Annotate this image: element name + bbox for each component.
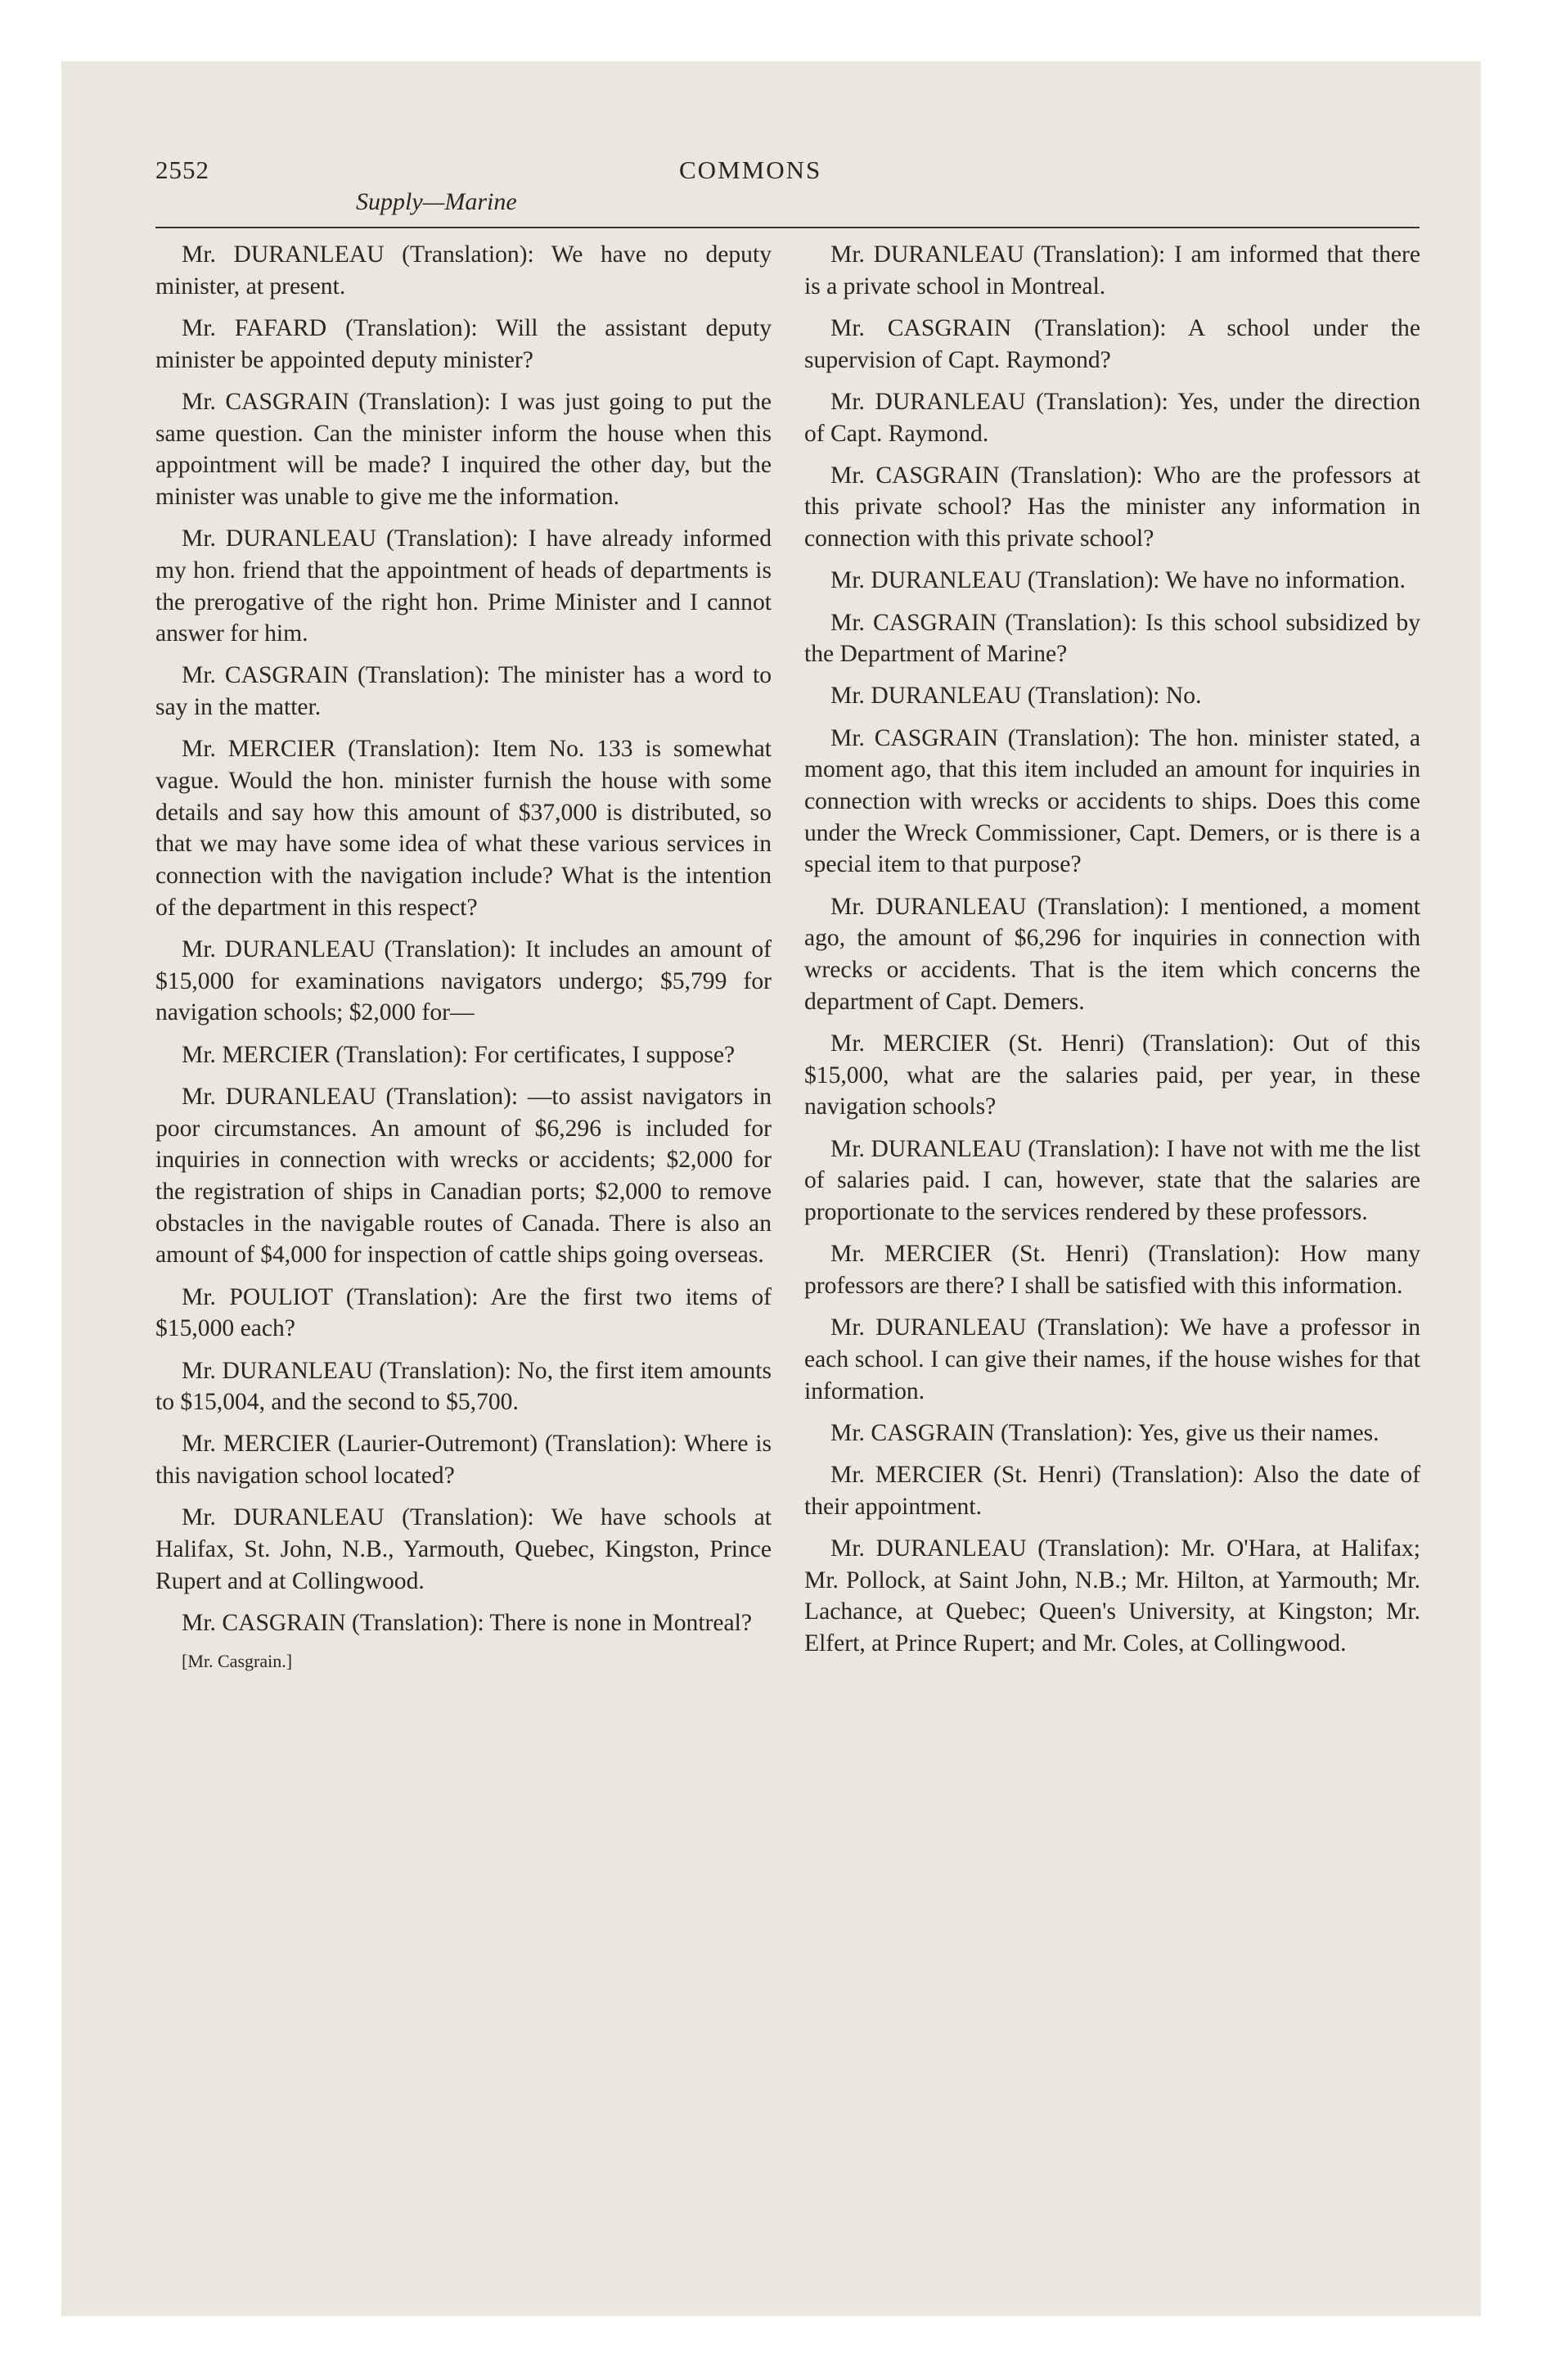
paragraph: Mr. MERCIER (Translation): Item No. 133 is somewhat vague. Would the hon. minister furnish the house with some details and say how this amount of $37,000 is distributed, so that we may have some idea of what these various services in connection with the navigation include? What is the intention of the department in this respect? (155, 736, 772, 921)
speaker-footnote: [Mr. Casgrain.] (182, 1651, 293, 1672)
paragraph: Mr. DURANLEAU (Translation): We have no deputy minister, at present. (155, 241, 772, 300)
paragraph: Mr. CASGRAIN (Translation): Yes, give us their names. (830, 1419, 1379, 1446)
paragraph: Mr. MERCIER (St. Henri) (Translation): Out of this $15,000, what are the salaries paid, per year, in these navigation schools? (804, 1030, 1420, 1120)
header-rule (155, 227, 1420, 228)
paragraph: Mr. DURANLEAU (Translation): —to assist navigators in poor circumstances. An amount of $6,296 is included for inquiries in connection with wrecks or accidents; $2,000 for the registration of ships in Canadian ports; $2,000 to remove obstacles in the navigable routes of Canada. There is also an amount of $4,000 for inspection of cattle ships going overseas. (155, 1083, 772, 1269)
page-number: 2552 (155, 156, 209, 184)
paragraph: Mr. MERCIER (Translation): For certificates, I suppose? (182, 1041, 736, 1068)
section-title: Supply—Marine (356, 188, 517, 215)
paragraph: Mr. DURANLEAU (Translation): I have already informed my hon. friend that the appointment of heads of departments is the prerogative of the right hon. Prime Minister and I cannot answer for him. (155, 525, 772, 647)
paragraph: Mr. DURANLEAU (Translation): We have a professor in each school. I can give their names, if the house wishes for that information. (804, 1314, 1420, 1404)
paragraph: Mr. DURANLEAU (Translation): I am informed that there is a private school in Montreal. (804, 241, 1420, 300)
paragraph: Mr. DURANLEAU (Translation): Yes, under the direction of Capt. Raymond. (804, 388, 1420, 447)
paragraph: Mr. MERCIER (St. Henri) (Translation): How many professors are there? I shall be satisfied with this information. (804, 1241, 1420, 1299)
paragraph: Mr. CASGRAIN (Translation): I was just going to put the same question. Can the minister inform the house when this appointment will be made? I inquired the other day, but the minister was unable to give me the information. (155, 388, 772, 510)
paragraph: Mr. CASGRAIN (Translation): The minister has a word to say in the matter. (155, 662, 772, 721)
page-header (155, 156, 1420, 213)
paragraph: Mr. CASGRAIN (Translation): The hon. minister stated, a moment ago, that this item included an amount for inquiries in connection with wrecks or accidents to ships. Does this come under the Wreck Commissioner, Capt. Demers, or is there is a special item to that purpose? (804, 724, 1420, 878)
paragraph: Mr. FAFARD (Translation): Will the assistant deputy minister be appointed deputy minister? (155, 314, 772, 373)
paragraph: Mr. DURANLEAU (Translation): It includes an amount of $15,000 for examinations navigators undergo; $5,799 for navigation schools; $2,000 for— (155, 936, 772, 1026)
paragraph: Mr. MERCIER (St. Henri) (Translation): Also the date of their appointment. (804, 1461, 1420, 1520)
paragraph: Mr. DURANLEAU (Translation): No, the first item amounts to $15,004, and the second to $5,700. (155, 1357, 772, 1416)
paragraph: Mr. CASGRAIN (Translation): A school under the supervision of Capt. Raymond? (804, 314, 1420, 373)
paragraph: Mr. DURANLEAU (Translation): Mr. O'Hara, at Halifax; Mr. Pollock, at Saint John, N.B.; Mr. Hilton, at Yarmouth; Mr. Lachance, at Quebec; Queen's University, at Kingston; Mr. Elfert, at Prince Rupert; and Mr. Coles, at Collingwood. (804, 1535, 1420, 1657)
paragraph: Mr. CASGRAIN (Translation): Is this school subsidized by the Department of Marine? (804, 609, 1420, 668)
right-column (804, 239, 1420, 1670)
running-title: COMMONS (679, 156, 822, 184)
paragraph: Mr. DURANLEAU (Translation): We have schools at Halifax, St. John, N.B., Yarmouth, Quebec, Kingston, Prince Rupert and at Collingwood. (155, 1504, 772, 1594)
paragraph: Mr. DURANLEAU (Translation): I have not with me the list of salaries paid. I can, however, state that the salaries are proportionate to the services rendered by these professors. (804, 1135, 1420, 1225)
paragraph: Mr. DURANLEAU (Translation): No. (830, 683, 1202, 710)
paragraph: Mr. DURANLEAU (Translation): We have no information. (830, 567, 1406, 594)
left-column (155, 239, 772, 1674)
paragraph: Mr. MERCIER (Laurier-Outremont) (Translation): Where is this navigation school located? (155, 1431, 772, 1490)
paragraph: Mr. POULIOT (Translation): Are the first two items of $15,000 each? (155, 1283, 772, 1342)
paragraph: Mr. DURANLEAU (Translation): I mentioned, a moment ago, the amount of $6,296 for inquiries in connection with wrecks or accidents. That is the item which concerns the department of Capt. Demers. (804, 893, 1420, 1015)
paragraph: Mr. CASGRAIN (Translation): Who are the professors at this private school? Has the minister any information in connection with this private school? (804, 462, 1420, 552)
paragraph: Mr. CASGRAIN (Translation): There is none in Montreal? (182, 1609, 753, 1636)
